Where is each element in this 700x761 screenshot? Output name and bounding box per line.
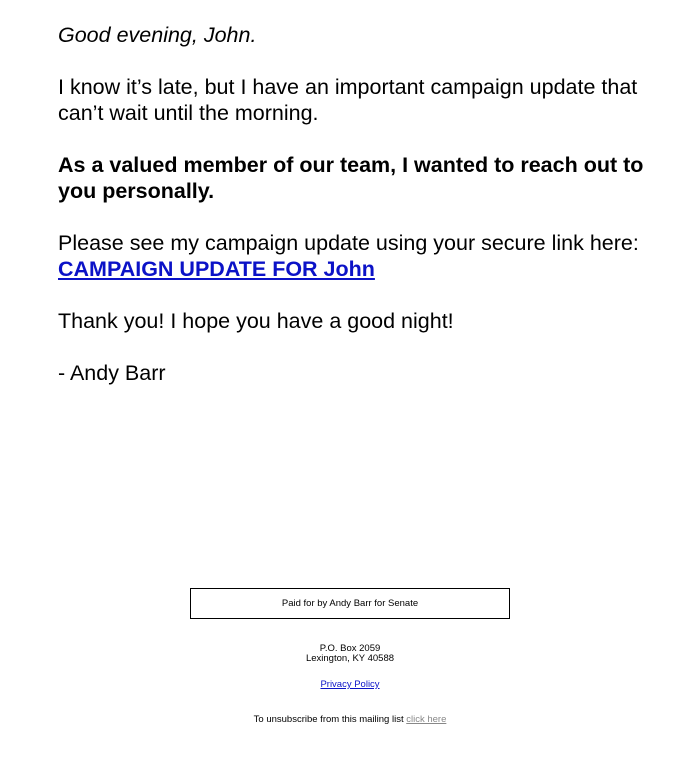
paid-for-text: Paid for by Andy Barr for Senate [281, 598, 419, 609]
paid-for-box [190, 588, 510, 619]
privacy-policy-link[interactable]: Privacy Policy [320, 679, 380, 690]
email-footer [0, 588, 700, 725]
campaign-update-text: Please see my campaign update using your secure link here: [58, 231, 639, 255]
unsubscribe-link[interactable]: click here [406, 714, 447, 725]
valued-member-paragraph: As a valued member of our team, I wanted to reach out to you personally. [58, 153, 644, 203]
signature: - Andy Barr [58, 361, 166, 385]
email-body [58, 22, 648, 412]
greeting: Good evening, John. [58, 23, 257, 47]
unsubscribe-text: To unsubscribe from this mailing list [253, 714, 407, 725]
privacy-policy-row [0, 679, 700, 690]
mailing-address [0, 644, 700, 664]
thank-you-paragraph: Thank you! I hope you have a good night! [58, 309, 454, 333]
campaign-update-paragraph [58, 230, 648, 282]
address-line-1: P.O. Box 2059 [319, 643, 381, 654]
unsubscribe-row [0, 714, 700, 725]
intro-paragraph: I know it’s late, but I have an important campaign update that can’t wait until the morning. [58, 75, 638, 125]
address-line-2: Lexington, KY 40588 [305, 653, 395, 664]
campaign-update-link[interactable]: CAMPAIGN UPDATE FOR John [58, 257, 375, 281]
